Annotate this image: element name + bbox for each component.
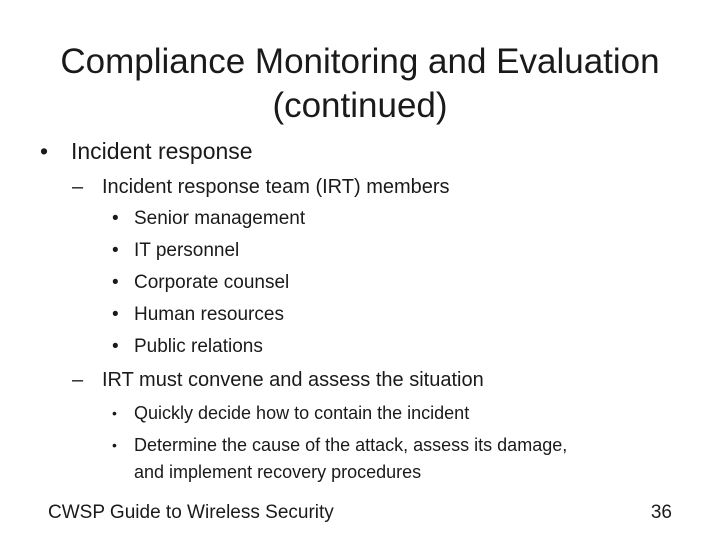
list-item-text: Corporate counsel [134, 272, 290, 293]
footer-course-title: CWSP Guide to Wireless Security [48, 502, 334, 523]
title-line-1: Compliance Monitoring and Evaluation [60, 42, 660, 81]
bullet-text: Incident response [71, 138, 253, 164]
bullet-dot: • [112, 405, 117, 421]
list-item-text: Public relations [134, 336, 263, 357]
list-item-text: Quickly decide how to contain the incident [134, 403, 470, 423]
list-item-text: Human resources [134, 304, 284, 325]
footer-page-number: 36 [650, 502, 672, 523]
subbullet-text: Incident response team (IRT) members [102, 176, 450, 198]
list-item-text: IT personnel [134, 240, 240, 261]
subbullet-text: IRT must convene and assess the situation [102, 369, 484, 391]
bullet-dot: • [40, 138, 49, 164]
list-item-text-continued: and implement recovery procedures [134, 462, 422, 482]
bullet-dot: • [112, 437, 117, 453]
bullet-dot: • [112, 208, 119, 229]
bullet-dot: • [112, 240, 119, 261]
title-line-2: (continued) [272, 86, 448, 125]
slide-title [40, 40, 680, 128]
dash-marker: – [72, 176, 84, 198]
bullet-dot: • [112, 272, 119, 293]
list-item-text: Senior management [134, 208, 306, 229]
bullet-dot: • [112, 336, 119, 357]
dash-marker: – [72, 369, 84, 391]
bullet-dot: • [112, 304, 119, 325]
list-item-text: Determine the cause of the attack, assess its damage, [134, 435, 568, 455]
